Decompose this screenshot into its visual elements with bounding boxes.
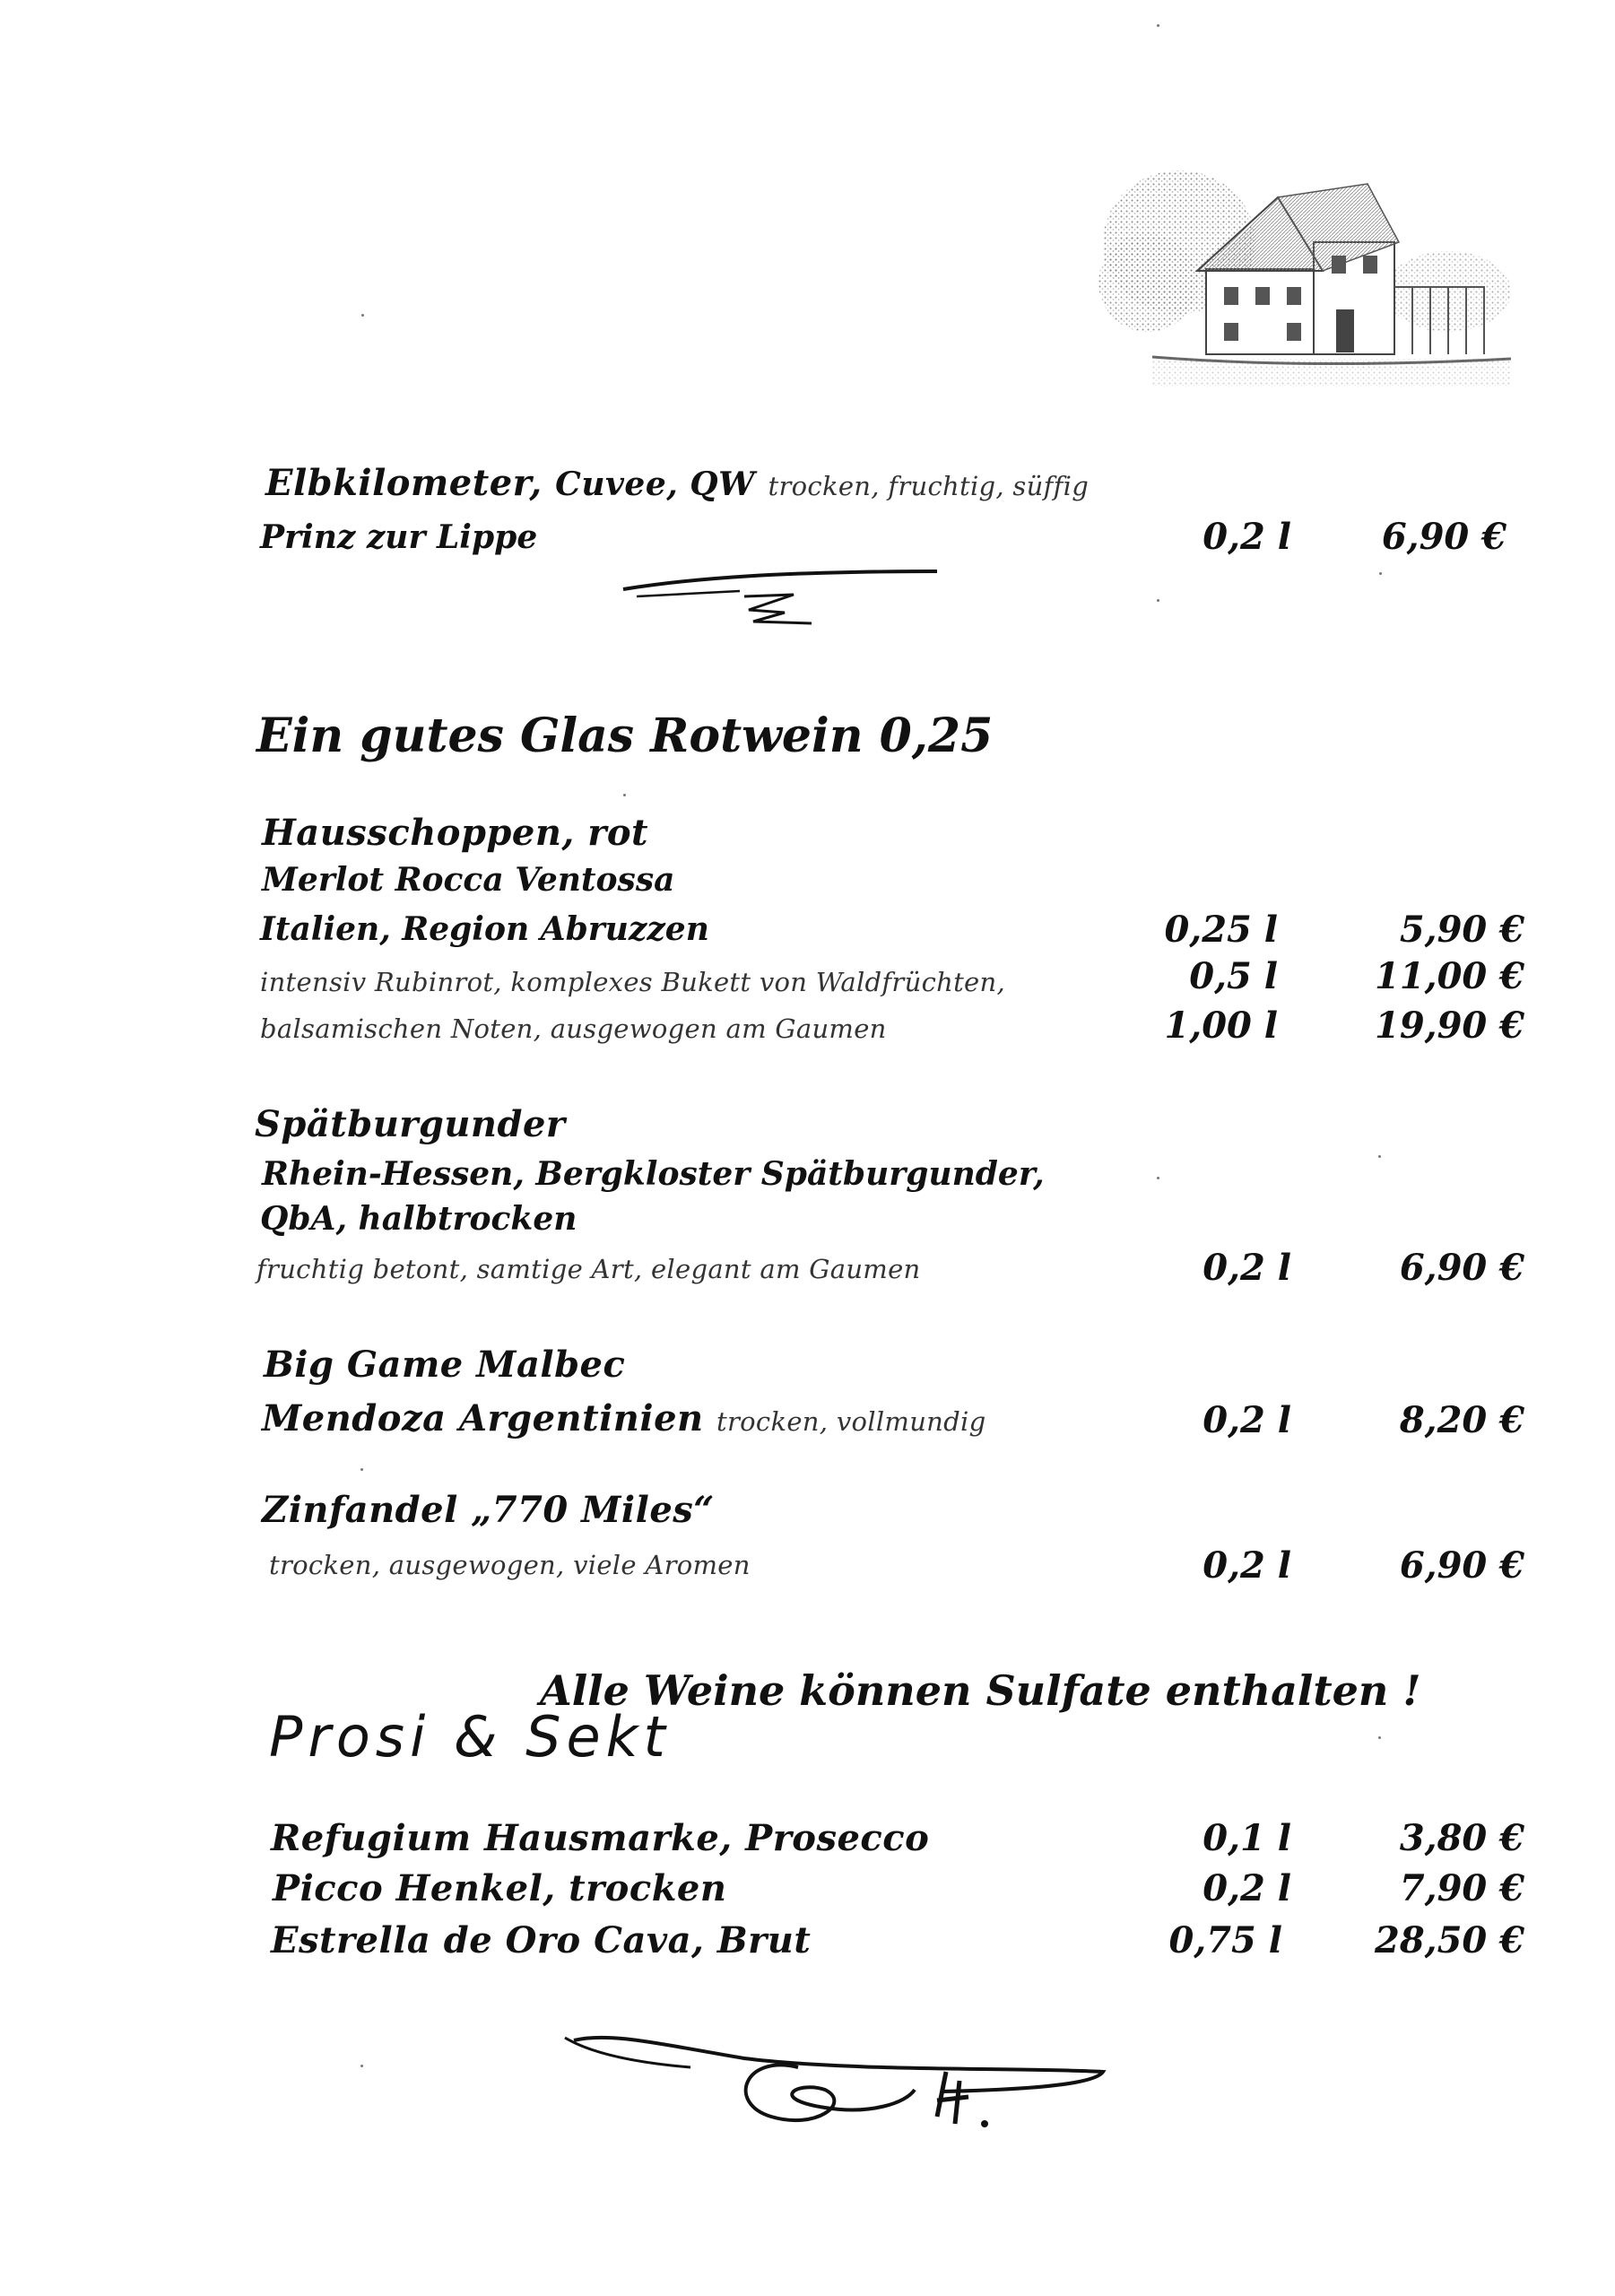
spaetburgunder-quality: QbA, halbtrocken (260, 1200, 577, 1238)
spaetburgunder-name: Spätburgunder (255, 1103, 566, 1145)
elbkilometer-producer: Prinz zur Lippe (260, 518, 538, 556)
elbkilometer-name: Elbkilometer, Cuvee, QW trocken, fruchtig, süffig (265, 462, 1090, 504)
scan-speck (1157, 24, 1159, 27)
spaetburgunder-qty: 0,2 l (1203, 1247, 1291, 1289)
red-wine-heading: Ein gutes Glas Rotwein 0,25 (256, 709, 994, 763)
malbec-name: Big Game Malbec (264, 1344, 626, 1386)
handwritten-signature-1 (619, 561, 959, 641)
sparkling-item-1-price: 3,80 € (1399, 1817, 1524, 1859)
scan-speck (1379, 572, 1382, 575)
hausschoppen-price-3: 19,90 € (1374, 1004, 1524, 1047)
malbec-origin: Mendoza Argentinien trocken, vollmundig (262, 1397, 986, 1439)
sparkling-item-1-name: Refugium Hausmarke, Prosecco (271, 1817, 930, 1859)
handwritten-signature-2 (556, 2018, 1112, 2152)
zinfandel-description: trocken, ausgewogen, viele Aromen (269, 1550, 751, 1580)
scan-speck (1157, 599, 1159, 602)
scan-speck (1157, 1177, 1159, 1179)
handwritten-sparkling-heading: Prosi & Sekt (269, 1704, 671, 1770)
sulfate-notice: Alle Weine können Sulfate enthalten ! (540, 1666, 1421, 1715)
zinfandel-name: Zinfandel „770 Miles“ (262, 1489, 715, 1531)
hausschoppen-description-2: balsamischen Noten, ausgewogen am Gaumen (260, 1013, 887, 1044)
zinfandel-price: 6,90 € (1399, 1544, 1524, 1587)
sparkling-item-2-qty: 0,2 l (1203, 1867, 1291, 1909)
zinfandel-qty: 0,2 l (1203, 1544, 1291, 1587)
malbec-qty: 0,2 l (1203, 1399, 1291, 1441)
spaetburgunder-price: 6,90 € (1399, 1247, 1524, 1289)
scan-speck (360, 2065, 363, 2067)
scan-speck (360, 1468, 363, 1471)
hausschoppen-qty-3: 1,00 l (1164, 1004, 1278, 1047)
elbkilometer-qty: 0,2 l (1203, 516, 1291, 558)
spaetburgunder-origin: Rhein-Hessen, Bergkloster Spätburgunder, (262, 1155, 1045, 1193)
hausschoppen-grape: Merlot Rocca Ventossa (262, 861, 675, 899)
hausschoppen-qty-2: 0,5 l (1189, 955, 1278, 997)
sparkling-item-3-name: Estrella de Oro Cava, Brut (271, 1919, 812, 1961)
restaurant-house-illustration (1098, 135, 1520, 413)
sparkling-item-2-price: 7,90 € (1399, 1867, 1524, 1909)
spaetburgunder-description: fruchtig betont, samtige Art, elegant am Gaumen (256, 1254, 921, 1284)
hausschoppen-price-1: 5,90 € (1399, 909, 1524, 951)
sparkling-item-1-qty: 0,1 l (1203, 1817, 1291, 1859)
hausschoppen-qty-1: 0,25 l (1164, 909, 1278, 951)
scan-speck (1378, 1155, 1381, 1158)
scan-speck (623, 794, 626, 796)
elbkilometer-price: 6,90 € (1381, 516, 1506, 558)
hausschoppen-region: Italien, Region Abruzzen (260, 910, 709, 948)
scan-speck (361, 314, 364, 317)
scan-speck (1378, 1736, 1381, 1739)
sparkling-item-3-qty: 0,75 l (1168, 1919, 1282, 1961)
sparkling-item-3-price: 28,50 € (1374, 1919, 1524, 1961)
hausschoppen-name: Hausschoppen, rot (262, 812, 648, 854)
hausschoppen-price-2: 11,00 € (1374, 955, 1524, 997)
sparkling-item-2-name: Picco Henkel, trocken (273, 1867, 727, 1909)
malbec-price: 8,20 € (1399, 1399, 1524, 1441)
hausschoppen-description-1: intensiv Rubinrot, komplexes Bukett von Waldfrüchten, (260, 967, 1006, 997)
